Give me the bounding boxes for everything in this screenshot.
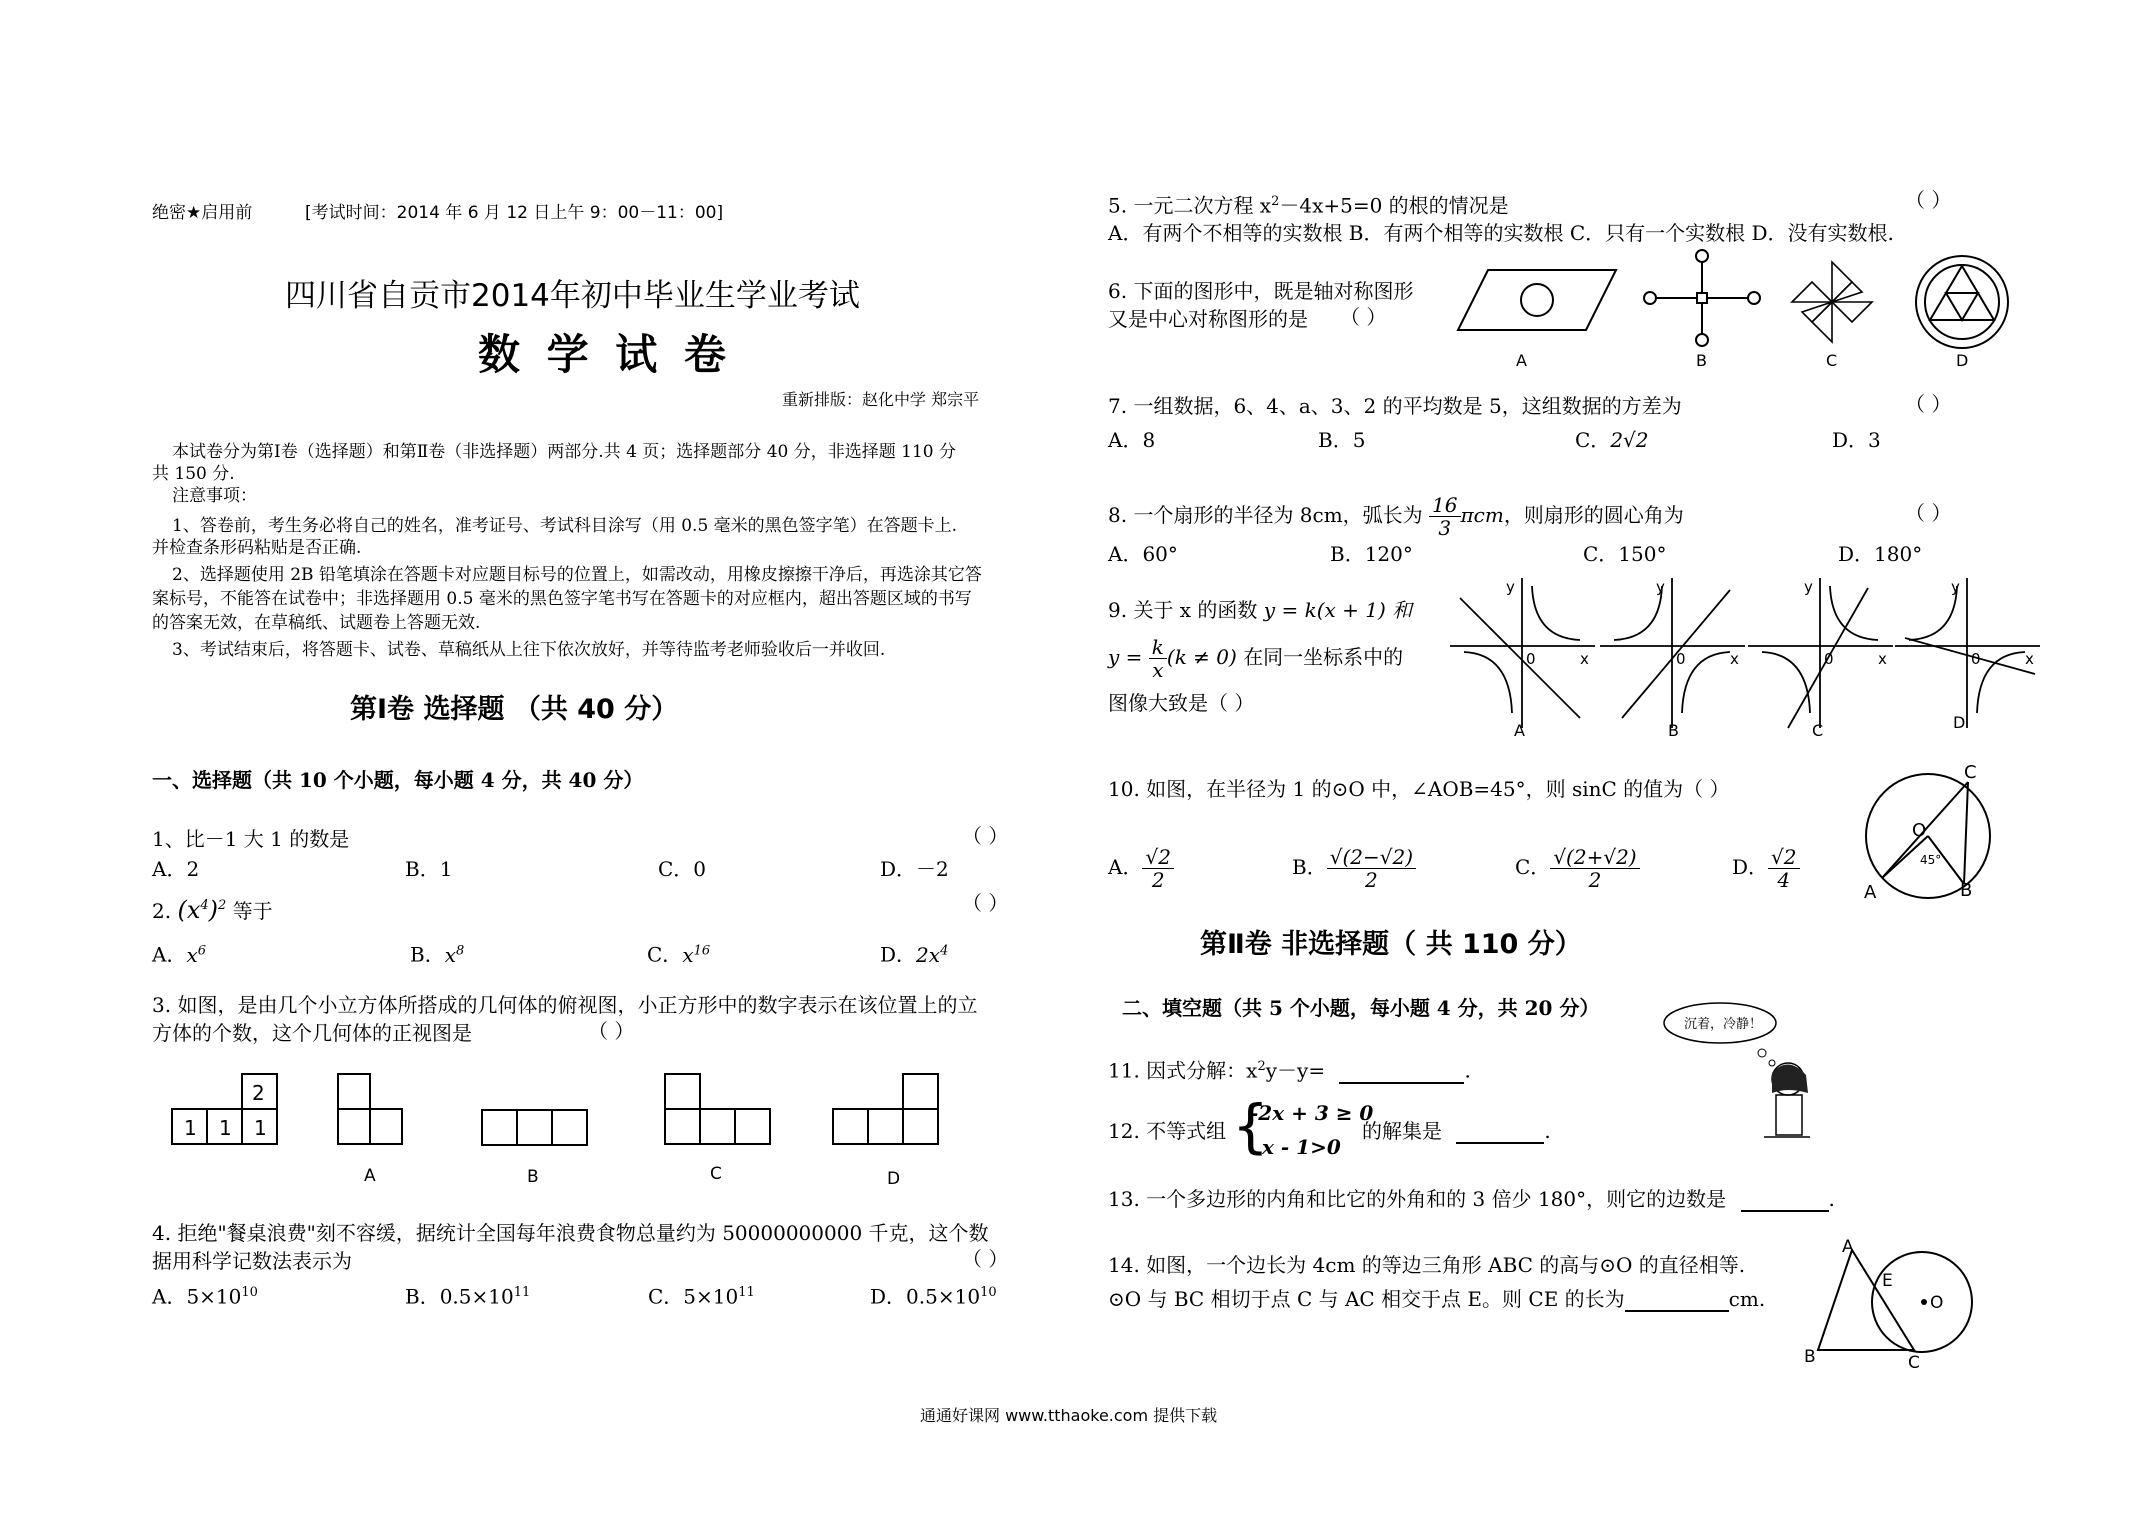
svg-text:0: 0 — [1526, 650, 1536, 668]
q12-line-1: -2x + 3 ≥ 0 — [1250, 1101, 1374, 1125]
q3-paren: （ ） — [588, 1019, 635, 1043]
q14-label-a: A — [1842, 1237, 1854, 1257]
q10-option-d: D． $\frac{√2}{4}$ — [1732, 840, 1800, 894]
footer-credit: 通通好课网 www.tthaoke.com 提供下载 — [920, 1406, 1218, 1425]
q1-option-b: B．1 — [405, 857, 453, 881]
q3-top-view-figure — [172, 1072, 292, 1152]
q9-graph-c — [1748, 578, 1898, 738]
q1-paren: （ ） — [962, 824, 1009, 848]
q9-line-1: 9. 关于 x 的函数 y = k(x + 1) 和 — [1108, 598, 1413, 622]
q9-label-b: B — [1668, 721, 1679, 740]
q8-option-d: D．180° — [1838, 542, 1923, 566]
q3-label-c: C — [710, 1164, 722, 1184]
svg-text:x: x — [1730, 650, 1739, 668]
q14-line-2: ⊙O 与 BC 相切于点 C 与 AC 相交于点 E。则 CE 的长为 cm. — [1108, 1287, 1766, 1311]
q12-brace: { — [1232, 1092, 1269, 1160]
q1-option-c: C．0 — [658, 857, 707, 881]
q10-circle-figure — [1860, 756, 2010, 906]
q1-option-a: A．2 — [152, 857, 200, 881]
svg-text:x: x — [1580, 650, 1589, 668]
q7-option-a: A．8 — [1108, 428, 1156, 452]
q3-cell-1: 1 — [184, 1116, 197, 1140]
q12-label: 12. 不等式组 — [1108, 1119, 1227, 1143]
q5-paren: （ ） — [1905, 188, 1952, 212]
q10-option-a: A． $\frac{√2}{2}$ — [1108, 840, 1174, 894]
note-2b: 案标号，不能答在试卷中；非选择题用 0.5 毫米的黑色签字笔书写在答题卡的对应框内，超出答题区域的书写 — [152, 589, 972, 609]
q12-suffix: 的解集是 . — [1362, 1119, 1551, 1143]
q10-option-c: C． $\frac{√(2+√2)}{2}$ — [1515, 840, 1640, 894]
q9-label-d: D — [1953, 713, 1966, 732]
q10-label-angle: 45° — [1920, 853, 1942, 867]
svg-text:y: y — [1804, 578, 1813, 596]
q7-stem: 7. 一组数据，6、4、a、3、2 的平均数是 5，这组数据的方差为 — [1108, 394, 1682, 418]
exam-title: 四川省自贡市2014年初中毕业生学业考试 — [285, 278, 860, 314]
q6-paren: （ ） — [1340, 305, 1387, 329]
q11-stem: 11. 因式分解：$x^2y-y=$ . — [1108, 1058, 1471, 1083]
q3-option-d-figure — [833, 1072, 943, 1189]
q7-option-b: B．5 — [1318, 428, 1366, 452]
q4-option-b: B．$0.5\times 10^{11}$ — [405, 1284, 531, 1309]
q10-label-b: B — [1960, 880, 1973, 901]
q6-line-1: 6. 下面的图形中，既是轴对称图形 — [1108, 279, 1414, 303]
paper-subtitle: 数 学 试 卷 — [478, 330, 732, 379]
svg-text:x: x — [2025, 650, 2034, 668]
q10-label-a: A — [1864, 882, 1877, 903]
q12-answer-blank[interactable] — [1456, 1124, 1544, 1144]
svg-text:x: x — [1878, 650, 1887, 668]
q3-line-2: 方体的个数，这个几何体的正视图是 — [152, 1021, 472, 1045]
q5-options: A．有两个不相等的实数根 B．有两个相等的实数根 C．只有一个实数根 D．没有实数根. — [1108, 221, 1894, 245]
q3-label-b: B — [527, 1167, 539, 1187]
secret-label: 绝密★启用前 — [152, 203, 253, 223]
q3-option-c-figure — [665, 1072, 775, 1184]
q8-option-c: C．150° — [1583, 542, 1667, 566]
q9-graph-b — [1600, 578, 1750, 738]
q3-line-1: 3. 如图，是由几个小立方体所搭成的几何体的俯视图，小正方形中的数字表示在该位置上的立 — [152, 993, 978, 1017]
q6-option-c-figure — [1788, 258, 1888, 368]
part1-heading: 第Ⅰ卷 选择题 （共 40 分） — [350, 694, 679, 725]
q9-line-2: y = $\frac{k}{x}$ (k ≠ 0) 在同一坐标系中的 — [1108, 635, 1404, 682]
editor-credit: 重新排版：赵化中学 郑宗平 — [782, 390, 980, 409]
note-2a: 2、选择题使用 2B 铅笔填涂在答题卡对应题目标号的位置上，如需改动，用橡皮擦擦干净后，再选涂其它答 — [172, 565, 982, 585]
q3-option-a-figure — [338, 1072, 418, 1186]
q4-option-c: C．$5\times 10^{11}$ — [648, 1284, 755, 1309]
section1-heading: 一、选择题（共 10 个小题，每小题 4 分，共 40 分） — [152, 768, 644, 792]
q13-stem: 13. 一个多边形的内角和比它的外角和的 3 倍少 180°，则它的边数是 . — [1108, 1187, 1835, 1211]
svg-text:y: y — [1951, 578, 1960, 596]
q1-option-d: D．－2 — [880, 857, 949, 881]
cartoon-bubble-text: 沉着，冷静！ — [1684, 1017, 1763, 1032]
q3-option-b-figure — [482, 1108, 592, 1187]
q6-label-b: B — [1696, 351, 1707, 370]
q10-stem: 10. 如图，在半径为 1 的⊙O 中，∠AOB=45°，则 sinC 的值为（ ） — [1108, 777, 1730, 801]
q1-stem: 1、比－1 大 1 的数是 — [152, 827, 350, 851]
q14-label-e: E — [1882, 1271, 1893, 1291]
svg-text:y: y — [1656, 578, 1665, 596]
q9-label-a: A — [1514, 721, 1525, 740]
q4-line-1: 4. 拒绝"餐桌浪费"刻不容缓，据统计全国每年浪费食物总量约为 50000000000 千克，这个数 — [152, 1221, 989, 1245]
note-2c: 的答案无效，在草稿纸、试题卷上答题无效. — [152, 613, 481, 633]
q10-label-c: C — [1964, 762, 1977, 783]
q3-cell-2: 1 — [219, 1116, 232, 1140]
q13-answer-blank[interactable] — [1741, 1192, 1829, 1212]
exam-time: [考试时间：2014 年 6 月 12 日上午 9：00－11：00] — [305, 203, 724, 223]
intro-line-2: 共 150 分. — [152, 464, 235, 484]
q3-cell-4: 2 — [252, 1081, 265, 1105]
q4-paren: （ ） — [962, 1247, 1009, 1271]
cartoon-illustration — [1660, 995, 1840, 1165]
q4-option-a: A．$5\times 10^{10}$ — [152, 1284, 258, 1309]
q9-graph-d — [1895, 578, 2045, 738]
q8-option-b: B．120° — [1330, 542, 1413, 566]
intro-line-1: 本试卷分为第Ⅰ卷（选择题）和第Ⅱ卷（非选择题）两部分.共 4 页；选择题部分 40 分，非选择题 110 分 — [172, 442, 956, 462]
q6-label-a: A — [1516, 351, 1527, 370]
q4-line-2: 据用科学记数法表示为 — [152, 1249, 352, 1273]
svg-text:0: 0 — [1971, 650, 1981, 668]
q4-option-d: D．$0.5\times 10^{10}$ — [870, 1284, 997, 1309]
q2-paren: （ ） — [962, 891, 1009, 915]
q3-label-d: D — [887, 1169, 901, 1189]
q6-label-c: C — [1826, 351, 1838, 370]
q3-label-a: A — [364, 1166, 376, 1186]
q6-label-d: D — [1956, 351, 1969, 370]
q14-label-b: B — [1804, 1347, 1816, 1367]
q9-line-3: 图像大致是（ ） — [1108, 691, 1255, 715]
note-3: 3、考试结束后，将答题卡、试卷、草稿纸从上往下依次放好，并等待监考老师验收后一并收回. — [172, 640, 886, 660]
q8-option-a: A．60° — [1108, 542, 1178, 566]
q2-option-d: D．$2x^4$ — [880, 942, 949, 967]
q2-option-b: B．$x^8$ — [410, 942, 465, 967]
q8-stem: 8. 一个扇形的半径为 8cm，弧长为 $\frac{16}{3}$ πcm，则扇形的圆心角为 — [1108, 493, 1684, 540]
svg-text:0: 0 — [1676, 650, 1686, 668]
svg-text:0: 0 — [1824, 650, 1834, 668]
q2-number: 2. — [152, 899, 172, 923]
q3-cell-3: 1 — [254, 1116, 267, 1140]
q14-answer-blank[interactable] — [1625, 1292, 1729, 1312]
q14-label-o: O — [1930, 1293, 1944, 1313]
q6-option-a-figure — [1458, 268, 1618, 368]
q5-stem: 5. 一元二次方程 $x^2-4x+5=0$ 的根的情况是 — [1108, 193, 1509, 218]
q6-line-2: 又是中心对称图形的是 — [1108, 307, 1308, 331]
q2-stem: 2. $(x^4)^2$ 等于 — [152, 896, 273, 924]
q10-label-o: O — [1912, 820, 1927, 841]
q10-option-b: B． $\frac{√(2-√2)}{2}$ — [1292, 840, 1416, 894]
svg-text:y: y — [1506, 578, 1515, 596]
q8-paren: （ ） — [1905, 501, 1952, 525]
notes-title: 注意事项： — [172, 486, 257, 506]
q6-option-b-figure — [1640, 248, 1760, 368]
q14-line-1: 14. 如图，一个边长为 4cm 的等边三角形 ABC 的高与⊙O 的直径相等. — [1108, 1253, 1746, 1277]
q12-line-2: x - 1>0 — [1262, 1135, 1341, 1159]
q9-graph-a — [1450, 578, 1600, 738]
q7-option-c: C．2√2 — [1575, 428, 1649, 452]
part2-heading: 第Ⅱ卷 非选择题（ 共 110 分） — [1200, 929, 1582, 960]
note-1b: 并检查条形码粘贴是否正确. — [152, 538, 362, 558]
section2-heading: 二、填空题（共 5 个小题，每小题 4 分，共 20 分） — [1122, 996, 1600, 1020]
q14-triangle-circle-figure — [1800, 1238, 1980, 1378]
q8-fraction: $\frac{16}{3}$ — [1429, 494, 1460, 539]
q7-option-d: D．3 — [1832, 428, 1881, 452]
q7-paren: （ ） — [1905, 392, 1952, 416]
q6-option-d-figure — [1910, 252, 2030, 372]
q2-option-c: C．$x^{16}$ — [647, 942, 711, 967]
q2-option-a: A．$x^6$ — [152, 942, 207, 967]
q9-label-c: C — [1812, 721, 1824, 740]
q14-label-c: C — [1908, 1353, 1920, 1373]
q11-answer-blank[interactable] — [1339, 1064, 1464, 1084]
q2-suffix: 等于 — [232, 899, 273, 923]
note-1a: 1、答卷前，考生务必将自己的姓名，准考证号、考试科目涂写（用 0.5 毫米的黑色签字笔）在答题卡上. — [172, 516, 958, 536]
